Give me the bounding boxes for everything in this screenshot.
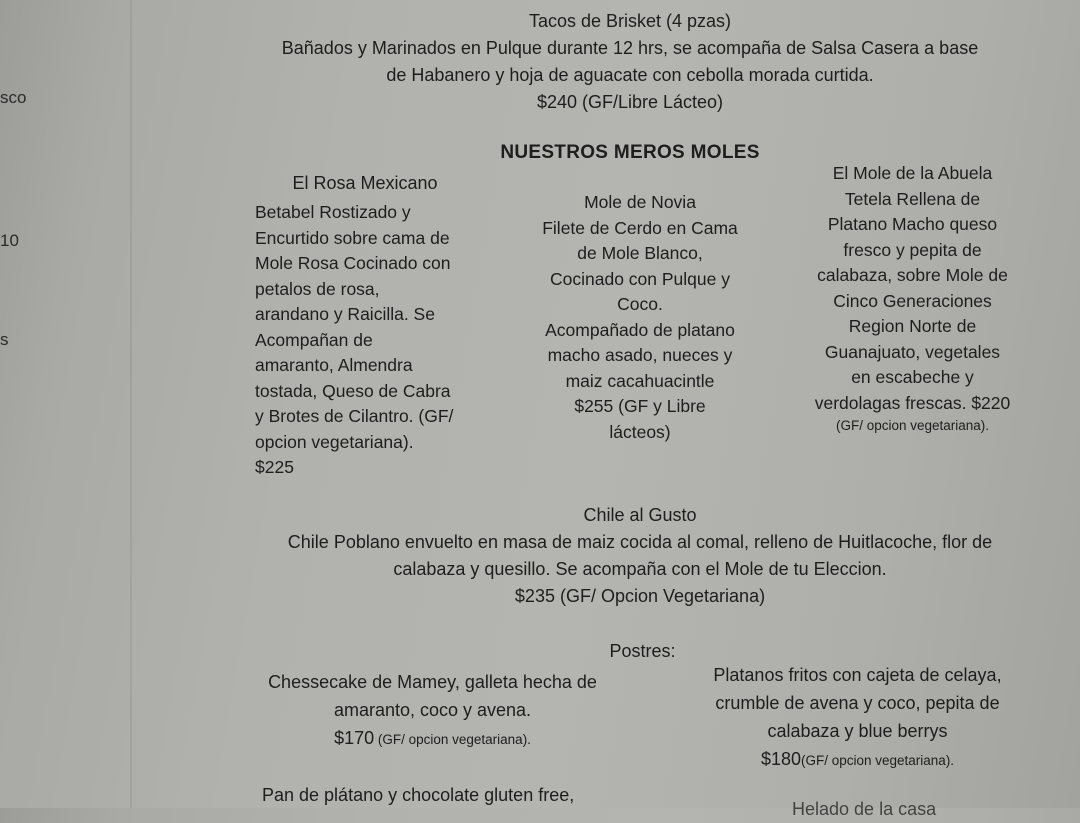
desc-line: Cinco Generaciones (833, 290, 992, 311)
left-edge-fragment: sco (0, 88, 27, 107)
chile-title: Chile al Gusto (583, 505, 697, 525)
desc-line: maiz cacahuacintle (565, 370, 715, 391)
desc-line: Guanajuato, vegetales (824, 341, 1001, 362)
helado-item: Helado de la casa (792, 799, 937, 819)
mole-rosa-title: El Rosa Mexicano (292, 173, 438, 193)
platanos-price: $180 (760, 749, 801, 769)
desc-line: fresco y pepita de (843, 239, 982, 260)
desc-line: lácteos) (609, 421, 671, 442)
mole-abuela (795, 161, 1030, 436)
desc-line: arandano y Raicilla. Se (255, 304, 435, 324)
cheesecake-item (240, 668, 625, 754)
mole-abuela-title: El Mole de la Abuela (832, 163, 993, 183)
cheesecake-description: Chessecake de Mamey, galleta hecha de (268, 672, 597, 692)
platanos-price-line (680, 745, 1035, 775)
platanos-description: Platanos fritos con cajeta de celaya, (713, 665, 1002, 685)
desc-line: amaranto, Almendra (255, 355, 413, 375)
brisket-description: de Habanero y hoja de aguacate con cebolla morada curtida. (386, 65, 874, 85)
paper-fold (130, 0, 132, 808)
left-edge-fragment: 10 (0, 231, 19, 250)
desc-line: Acompañan de (255, 329, 373, 350)
cheesecake-description: amaranto, coco y avena. (333, 700, 532, 720)
brisket-description: Bañados y Marinados en Pulque durante 12 hrs, se acompaña de Salsa Casera a base (281, 38, 979, 58)
platanos-item (680, 661, 1035, 775)
desc-line: Platano Macho queso (827, 214, 998, 234)
desc-line: opcion vegetariana). (255, 431, 414, 452)
desc-line: Tetela Rellena de (844, 188, 981, 209)
desc-line: calabaza, sobre Mole de (817, 265, 1008, 285)
moles-heading: NUESTROS MEROS MOLES (500, 142, 760, 163)
cheesecake-note: (GF/ opcion vegetariana). (374, 732, 531, 747)
desc-line: petalos de rosa, (255, 278, 380, 299)
postres-heading: Postres: (609, 641, 676, 661)
mole-novia-title: Mole de Novia (584, 192, 696, 212)
desc-line: macho asado, nueces y (547, 345, 733, 365)
mole-novia (515, 190, 765, 445)
desc-line: Coco. (617, 294, 663, 314)
mole-abuela-note: (GF/ opcion vegetariana). (835, 418, 990, 433)
platanos-description: crumble de avena y coco, pepita de (715, 693, 1000, 713)
desc-line: tostada, Queso de Cabra (255, 380, 451, 401)
desc-line: Cocinado con Pulque y (550, 268, 730, 289)
desc-line: Betabel Rostizado y (255, 202, 411, 222)
platanos-note: (GF/ opcion vegetariana). (800, 753, 955, 768)
desc-line: Acompañado de platano (545, 319, 735, 340)
chile-section (200, 502, 1080, 610)
desc-line: en escabeche y (851, 367, 974, 387)
chile-description: calabaza y quesillo. Se acompaña con el Mole de tu Eleccion. (393, 559, 887, 579)
pan-platano-item: Pan de plátano y chocolate gluten free, (262, 785, 575, 805)
platanos-description: calabaza y blue berrys (767, 721, 948, 741)
desc-line: Mole Rosa Cocinado con (255, 253, 451, 273)
desc-line: y Brotes de Cilantro. (GF/ (255, 406, 454, 426)
brisket-price: $240 (GF/Libre Lácteo) (536, 92, 724, 112)
cheesecake-price: $170 (334, 728, 375, 748)
desc-line: Encurtido sobre cama de (255, 227, 450, 248)
left-edge-fragment: s (0, 330, 9, 349)
mole-rosa-price: $225 (255, 457, 294, 477)
desc-line: Region Norte de (848, 316, 977, 336)
brisket-section (200, 8, 1060, 116)
chile-description: Chile Poblano envuelto en masa de maiz cocida al comal, relleno de Huitlacoche, flor de (287, 532, 993, 552)
cheesecake-price-line (240, 724, 625, 754)
desc-line: de Mole Blanco, (577, 243, 703, 263)
brisket-title: Tacos de Brisket (4 pzas) (528, 11, 732, 31)
chile-price: $235 (GF/ Opcion Vegetariana) (514, 586, 766, 606)
mole-abuela-price: verdolagas frescas. $220 (814, 392, 1011, 413)
desc-line: Filete de Cerdo en Cama (542, 217, 738, 238)
mole-novia-price: $255 (GF y Libre (574, 396, 706, 416)
mole-rosa-description (255, 200, 485, 481)
